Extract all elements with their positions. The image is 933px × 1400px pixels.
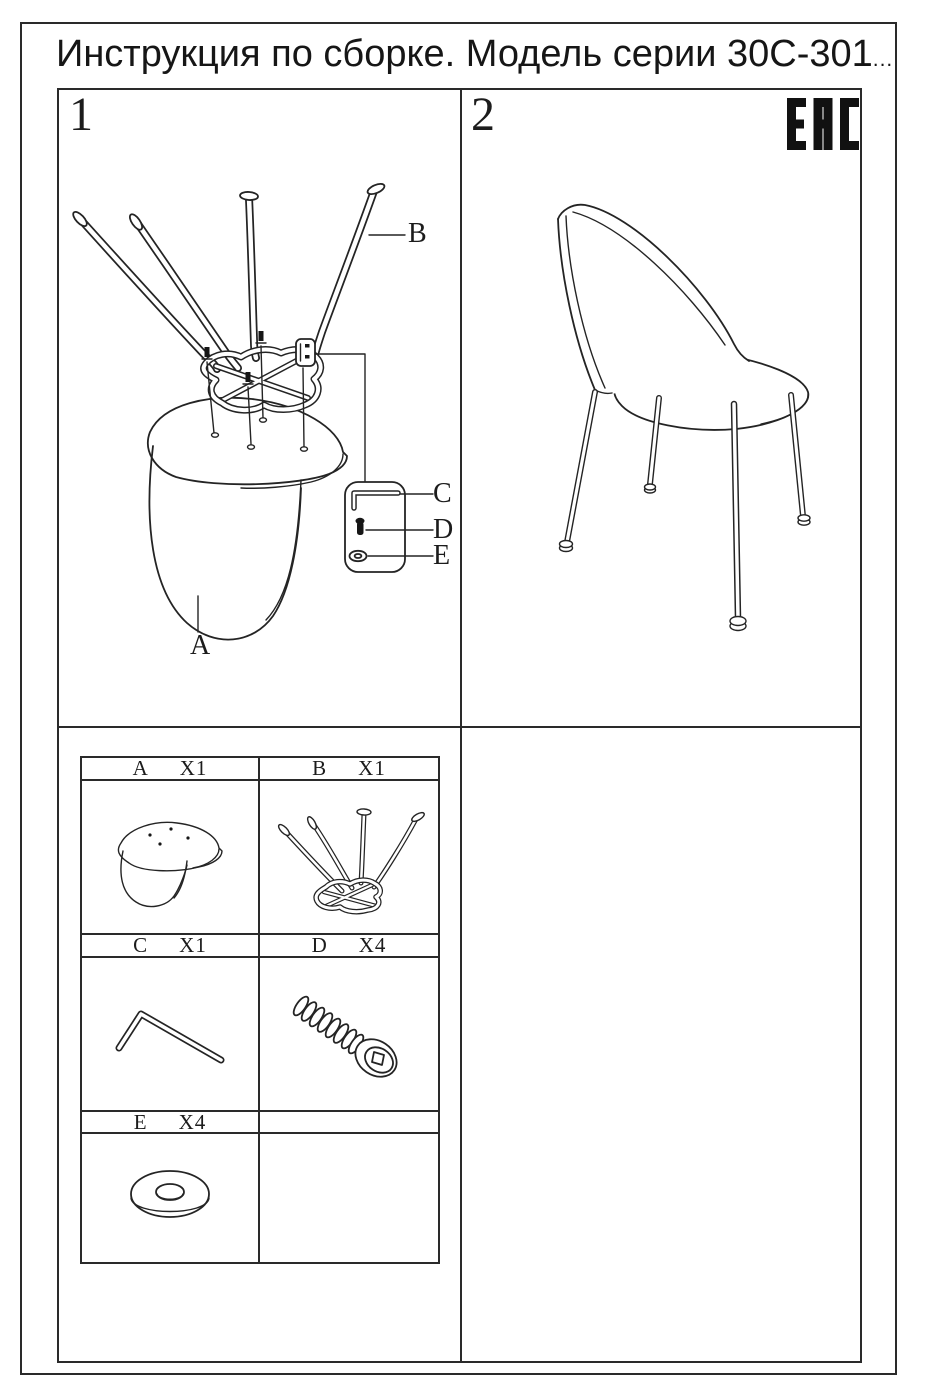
parts-table-image-d [260,958,438,1112]
parts-table-header-empty [260,1112,438,1134]
allen-key-part-icon [105,992,235,1077]
washer-icon [350,551,367,561]
part-qty: X1 [358,756,386,780]
step1-drawing [59,88,460,726]
page-title-suffix: ... [872,48,894,71]
assembled-chair-drawing [558,205,810,631]
part-qty: X4 [358,933,387,957]
parts-table-image-empty [260,1134,438,1262]
part-label-c: C [433,478,452,509]
page-title [56,33,893,76]
seat-part-icon [105,803,235,911]
parts-table-header-a [82,758,260,781]
parts-table-header-b [260,758,438,781]
part-letter: B [312,756,327,780]
part-qty: X4 [178,1109,207,1134]
parts-table [80,756,440,1264]
part-letter: E [133,1109,147,1134]
part-letter: A [132,756,148,780]
leg-frame-part-icon [264,797,434,917]
parts-table-header-d [260,935,438,958]
leg-frame-drawing [71,182,386,410]
step2-number: 2 [471,88,495,141]
bracket-drawing [296,339,315,366]
parts-table-image-c [82,958,260,1112]
parts-table-header-c [82,935,260,958]
part-label-e: E [433,540,451,571]
parts-table-image-b [260,781,438,935]
instruction-grid [57,88,862,1363]
page-title-text: Инструкция по сборке. Модель серии 30С-301 [56,33,873,75]
part-label-a: A [190,630,211,661]
part-qty: X1 [179,933,207,957]
eac-mark-icon [787,98,859,150]
washer-part-icon [115,1161,225,1236]
step1-number: 1 [69,88,93,141]
part-letter: C [133,933,148,957]
parts-table-header-e [82,1109,260,1134]
seat-upside-down-drawing [148,398,347,640]
horizontal-divider [59,726,860,728]
part-qty: X1 [179,756,208,780]
part-label-d: D [433,514,454,545]
screw-part-icon [279,984,419,1084]
parts-table-image-a [82,781,260,935]
parts-table-image-e [82,1134,260,1262]
part-letter: D [311,933,327,957]
part-label-b: B [408,218,427,249]
step2-drawing [462,88,864,726]
